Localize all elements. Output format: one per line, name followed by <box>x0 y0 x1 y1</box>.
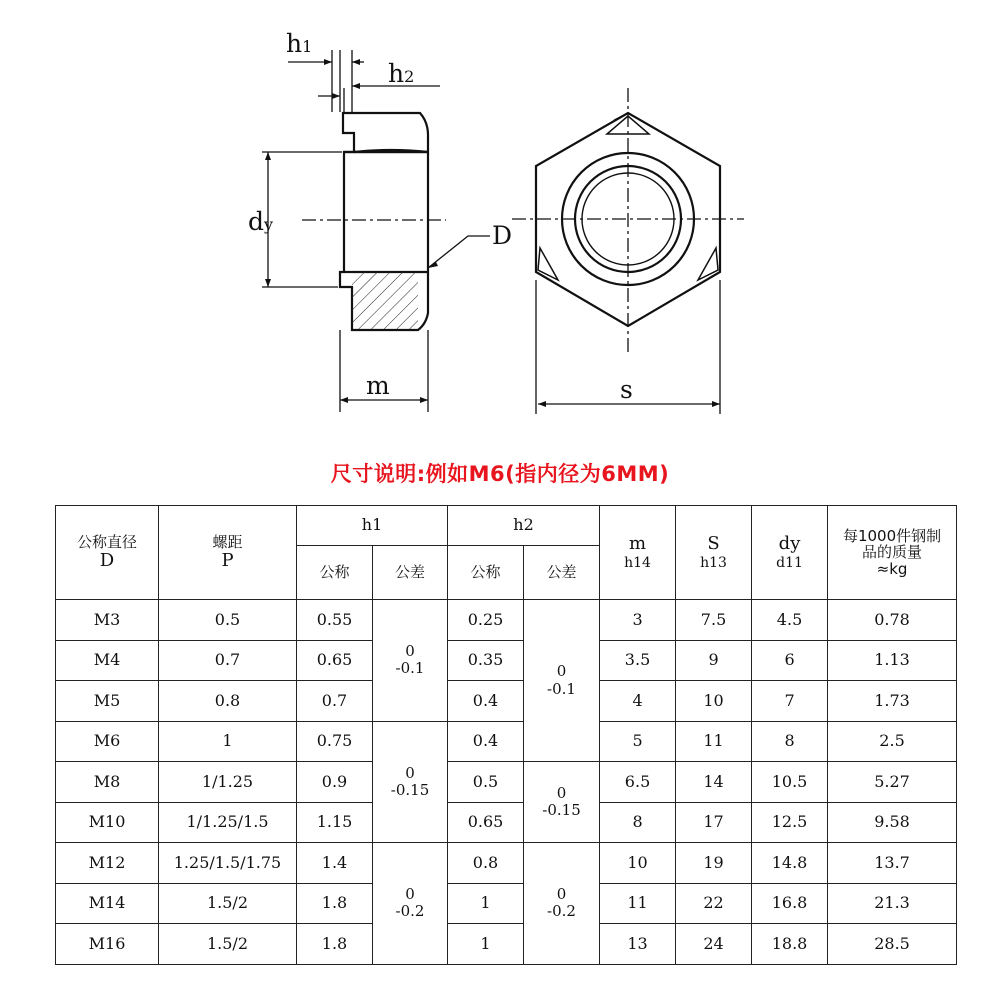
cell-p: 1.5/2 <box>159 883 297 924</box>
cell-d: M10 <box>56 802 159 843</box>
cell-m: 6.5 <box>600 762 676 803</box>
cell-h1: 0.7 <box>297 681 373 722</box>
cell-h2-tolerance: 0 -0.15 <box>524 762 600 843</box>
cell-dy: 14.8 <box>752 843 828 884</box>
cell-h1: 1.4 <box>297 843 373 884</box>
label-h1: h1 <box>286 29 313 58</box>
cell-m: 13 <box>600 924 676 965</box>
label-h2: h2 <box>388 59 415 88</box>
cell-d: M14 <box>56 883 159 924</box>
table-row <box>56 640 957 681</box>
cell-dy: 10.5 <box>752 762 828 803</box>
size-note-caption: 尺寸说明:例如M6(指内径为6MM) <box>330 462 670 486</box>
cell-d: M3 <box>56 600 159 641</box>
cell-m: 8 <box>600 802 676 843</box>
label-m: m <box>366 371 390 400</box>
cell-mass: 1.73 <box>828 681 957 722</box>
table-row <box>56 721 957 762</box>
header-h2-nominal: 公称 <box>448 546 524 600</box>
cell-h1-tolerance: 0 -0.15 <box>373 721 448 843</box>
cell-dy: 6 <box>752 640 828 681</box>
label-D: D <box>492 221 513 250</box>
cell-s: 14 <box>676 762 752 803</box>
cell-d: M8 <box>56 762 159 803</box>
cell-s: 7.5 <box>676 600 752 641</box>
cell-m: 5 <box>600 721 676 762</box>
cell-mass: 9.58 <box>828 802 957 843</box>
table-row <box>56 802 957 843</box>
cell-mass: 0.78 <box>828 600 957 641</box>
cell-s: 24 <box>676 924 752 965</box>
cell-d: M12 <box>56 843 159 884</box>
cell-d: M4 <box>56 640 159 681</box>
cell-h1: 1.8 <box>297 883 373 924</box>
cell-mass: 21.3 <box>828 883 957 924</box>
cell-p: 1.5/2 <box>159 924 297 965</box>
cell-p: 1/1.25 <box>159 762 297 803</box>
header-h1: h1 <box>297 506 448 546</box>
cell-h1: 0.55 <box>297 600 373 641</box>
cell-h2: 1 <box>448 883 524 924</box>
cell-s: 11 <box>676 721 752 762</box>
cell-p: 0.8 <box>159 681 297 722</box>
cell-h2: 0.65 <box>448 802 524 843</box>
cell-mass: 5.27 <box>828 762 957 803</box>
cell-h2: 0.35 <box>448 640 524 681</box>
cell-dy: 16.8 <box>752 883 828 924</box>
cell-d: M6 <box>56 721 159 762</box>
cell-mass: 1.13 <box>828 640 957 681</box>
header-h1-nominal: 公称 <box>297 546 373 600</box>
header-h2: h2 <box>448 506 600 546</box>
cell-m: 3.5 <box>600 640 676 681</box>
table-row <box>56 843 957 884</box>
cell-s: 9 <box>676 640 752 681</box>
cell-dy: 7 <box>752 681 828 722</box>
cell-h1: 1.15 <box>297 802 373 843</box>
header-h2-tolerance: 公差 <box>524 546 600 600</box>
cell-d: M16 <box>56 924 159 965</box>
cell-mass: 13.7 <box>828 843 957 884</box>
cell-p: 1.25/1.5/1.75 <box>159 843 297 884</box>
cell-p: 1 <box>159 721 297 762</box>
cell-m: 10 <box>600 843 676 884</box>
cell-d: M5 <box>56 681 159 722</box>
cell-h2-tolerance: 0 -0.2 <box>524 843 600 965</box>
cell-h2: 0.25 <box>448 600 524 641</box>
cell-h1-tolerance: 0 -0.1 <box>373 600 448 722</box>
cell-h1: 0.75 <box>297 721 373 762</box>
cell-h2: 1 <box>448 924 524 965</box>
cell-dy: 8 <box>752 721 828 762</box>
cell-h2: 0.4 <box>448 721 524 762</box>
cell-m: 11 <box>600 883 676 924</box>
table-row <box>56 762 957 803</box>
table-row <box>56 600 957 641</box>
cell-p: 0.7 <box>159 640 297 681</box>
weld-nut-technical-drawing <box>0 0 1000 440</box>
cell-m: 4 <box>600 681 676 722</box>
table-row <box>56 681 957 722</box>
cell-h2-tolerance: 0 -0.1 <box>524 600 600 762</box>
cell-h1: 0.9 <box>297 762 373 803</box>
cell-mass: 2.5 <box>828 721 957 762</box>
header-h1-tolerance: 公差 <box>373 546 448 600</box>
cell-dy: 18.8 <box>752 924 828 965</box>
table-row <box>56 924 957 965</box>
cell-p: 0.5 <box>159 600 297 641</box>
header-nominal-diameter: 公称直径 D <box>56 506 159 600</box>
cell-h2: 0.4 <box>448 681 524 722</box>
cell-dy: 12.5 <box>752 802 828 843</box>
cell-s: 19 <box>676 843 752 884</box>
label-s: s <box>620 375 633 404</box>
cell-s: 17 <box>676 802 752 843</box>
cell-h2: 0.8 <box>448 843 524 884</box>
cell-s: 22 <box>676 883 752 924</box>
cell-mass: 28.5 <box>828 924 957 965</box>
cell-m: 3 <box>600 600 676 641</box>
side-view-hatch <box>352 272 418 329</box>
dimension-table <box>55 505 957 965</box>
table-body <box>56 600 957 965</box>
cell-h1-tolerance: 0 -0.2 <box>373 843 448 965</box>
table-row <box>56 883 957 924</box>
cell-h1: 0.65 <box>297 640 373 681</box>
header-m: m h14 <box>600 506 676 600</box>
cell-h1: 1.8 <box>297 924 373 965</box>
cell-p: 1/1.25/1.5 <box>159 802 297 843</box>
header-dy: dy d11 <box>752 506 828 600</box>
cell-dy: 4.5 <box>752 600 828 641</box>
header-pitch: 螺距 P <box>159 506 297 600</box>
label-dy: dy <box>248 207 274 236</box>
cell-s: 10 <box>676 681 752 722</box>
cell-h2: 0.5 <box>448 762 524 803</box>
header-mass: 每1000件钢制 品的质量 ≈kg <box>828 506 957 600</box>
header-s: S h13 <box>676 506 752 600</box>
